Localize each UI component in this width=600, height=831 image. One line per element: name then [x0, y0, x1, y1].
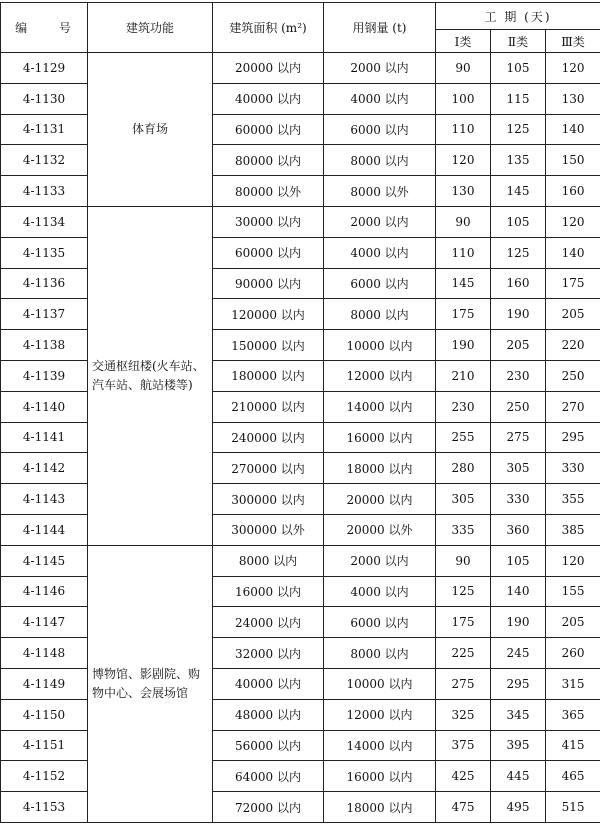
- row-number: 4-1140: [1, 391, 88, 422]
- period-class-2: 360: [491, 514, 546, 545]
- row-number: 4-1138: [1, 330, 88, 361]
- period-class-1: 145: [436, 268, 491, 299]
- steel-amount: 8000 以内: [324, 638, 436, 669]
- building-area: 40000 以内: [213, 83, 324, 114]
- building-area: 30000 以内: [213, 206, 324, 237]
- period-class-3: 315: [546, 668, 600, 699]
- period-class-1: 100: [436, 83, 491, 114]
- period-class-1: 90: [436, 545, 491, 576]
- header-class-2: Ⅱ类: [491, 30, 546, 53]
- building-area: 300000 以内: [213, 484, 324, 515]
- row-number: 4-1149: [1, 668, 88, 699]
- period-class-3: 365: [546, 699, 600, 730]
- steel-amount: 4000 以内: [324, 237, 436, 268]
- row-number: 4-1145: [1, 545, 88, 576]
- building-function: 博物馆、影剧院、购物中心、会展场馆: [88, 545, 213, 822]
- period-class-3: 175: [546, 268, 600, 299]
- row-number: 4-1131: [1, 114, 88, 145]
- building-area: 72000 以内: [213, 792, 324, 823]
- period-class-1: 110: [436, 237, 491, 268]
- steel-amount: 2000 以内: [324, 206, 436, 237]
- period-class-3: 220: [546, 330, 600, 361]
- building-area: 60000 以内: [213, 237, 324, 268]
- building-area: 300000 以外: [213, 514, 324, 545]
- steel-amount: 8000 以外: [324, 176, 436, 207]
- period-class-3: 355: [546, 484, 600, 515]
- period-class-3: 515: [546, 792, 600, 823]
- period-class-3: 120: [546, 206, 600, 237]
- header-area: 建筑面积 (m²): [213, 3, 324, 53]
- period-class-2: 345: [491, 699, 546, 730]
- period-class-3: 385: [546, 514, 600, 545]
- period-class-1: 175: [436, 299, 491, 330]
- row-number: 4-1151: [1, 730, 88, 761]
- period-class-2: 395: [491, 730, 546, 761]
- period-class-2: 105: [491, 53, 546, 84]
- row-number: 4-1137: [1, 299, 88, 330]
- row-number: 4-1147: [1, 607, 88, 638]
- row-number: 4-1144: [1, 514, 88, 545]
- period-class-2: 140: [491, 576, 546, 607]
- period-class-3: 140: [546, 114, 600, 145]
- building-area: 8000 以内: [213, 545, 324, 576]
- steel-amount: 12000 以内: [324, 360, 436, 391]
- steel-amount: 2000 以内: [324, 545, 436, 576]
- steel-amount: 18000 以内: [324, 792, 436, 823]
- period-class-1: 325: [436, 699, 491, 730]
- row-number: 4-1153: [1, 792, 88, 823]
- row-number: 4-1146: [1, 576, 88, 607]
- period-class-3: 120: [546, 545, 600, 576]
- period-class-2: 115: [491, 83, 546, 114]
- period-class-2: 275: [491, 422, 546, 453]
- building-area: 120000 以内: [213, 299, 324, 330]
- period-class-3: 150: [546, 145, 600, 176]
- period-class-2: 330: [491, 484, 546, 515]
- building-area: 32000 以内: [213, 638, 324, 669]
- period-class-2: 105: [491, 545, 546, 576]
- period-class-1: 90: [436, 206, 491, 237]
- period-class-3: 270: [546, 391, 600, 422]
- period-class-2: 190: [491, 299, 546, 330]
- building-area: 180000 以内: [213, 360, 324, 391]
- period-class-1: 210: [436, 360, 491, 391]
- row-number: 4-1135: [1, 237, 88, 268]
- row-number: 4-1150: [1, 699, 88, 730]
- period-class-2: 250: [491, 391, 546, 422]
- building-area: 60000 以内: [213, 114, 324, 145]
- steel-amount: 10000 以内: [324, 330, 436, 361]
- period-class-1: 130: [436, 176, 491, 207]
- period-class-3: 465: [546, 761, 600, 792]
- period-class-1: 275: [436, 668, 491, 699]
- building-area: 56000 以内: [213, 730, 324, 761]
- building-area: 20000 以内: [213, 53, 324, 84]
- building-area: 64000 以内: [213, 761, 324, 792]
- table-row: [1, 53, 600, 84]
- building-area: 48000 以内: [213, 699, 324, 730]
- building-area: 80000 以外: [213, 176, 324, 207]
- period-class-1: 335: [436, 514, 491, 545]
- period-class-2: 245: [491, 638, 546, 669]
- period-class-1: 90: [436, 53, 491, 84]
- building-area: 40000 以内: [213, 668, 324, 699]
- period-class-1: 375: [436, 730, 491, 761]
- period-class-2: 145: [491, 176, 546, 207]
- period-class-3: 205: [546, 607, 600, 638]
- row-number: 4-1142: [1, 453, 88, 484]
- period-class-2: 125: [491, 237, 546, 268]
- steel-amount: 8000 以内: [324, 299, 436, 330]
- period-class-3: 120: [546, 53, 600, 84]
- period-class-3: 415: [546, 730, 600, 761]
- table-row: [1, 206, 600, 237]
- row-number: 4-1134: [1, 206, 88, 237]
- period-class-2: 445: [491, 761, 546, 792]
- building-area: 16000 以内: [213, 576, 324, 607]
- period-class-2: 160: [491, 268, 546, 299]
- steel-amount: 4000 以内: [324, 83, 436, 114]
- period-class-1: 120: [436, 145, 491, 176]
- row-number: 4-1143: [1, 484, 88, 515]
- header-function: 建筑功能: [88, 3, 213, 53]
- period-class-1: 230: [436, 391, 491, 422]
- building-area: 270000 以内: [213, 453, 324, 484]
- period-class-1: 425: [436, 761, 491, 792]
- period-class-1: 225: [436, 638, 491, 669]
- period-class-2: 190: [491, 607, 546, 638]
- period-class-3: 130: [546, 83, 600, 114]
- steel-amount: 20000 以内: [324, 484, 436, 515]
- building-area: 210000 以内: [213, 391, 324, 422]
- table-row: [1, 545, 600, 576]
- row-number: 4-1132: [1, 145, 88, 176]
- period-class-1: 175: [436, 607, 491, 638]
- period-class-1: 110: [436, 114, 491, 145]
- steel-amount: 16000 以内: [324, 422, 436, 453]
- row-number: 4-1148: [1, 638, 88, 669]
- period-class-2: 105: [491, 206, 546, 237]
- row-number: 4-1139: [1, 360, 88, 391]
- building-area: 150000 以内: [213, 330, 324, 361]
- period-class-1: 255: [436, 422, 491, 453]
- steel-amount: 6000 以内: [324, 607, 436, 638]
- row-number: 4-1141: [1, 422, 88, 453]
- period-class-2: 305: [491, 453, 546, 484]
- period-class-2: 495: [491, 792, 546, 823]
- building-function: 体育场: [88, 53, 213, 207]
- steel-amount: 6000 以内: [324, 114, 436, 145]
- building-area: 90000 以内: [213, 268, 324, 299]
- row-number: 4-1129: [1, 53, 88, 84]
- period-class-2: 230: [491, 360, 546, 391]
- period-class-2: 125: [491, 114, 546, 145]
- steel-amount: 20000 以外: [324, 514, 436, 545]
- building-area: 240000 以内: [213, 422, 324, 453]
- header-no: 编 号: [1, 3, 88, 53]
- period-class-1: 280: [436, 453, 491, 484]
- steel-amount: 14000 以内: [324, 730, 436, 761]
- row-number: 4-1130: [1, 83, 88, 114]
- header-class-1: Ⅰ类: [436, 30, 491, 53]
- period-class-3: 260: [546, 638, 600, 669]
- period-class-2: 135: [491, 145, 546, 176]
- header-steel: 用钢量 (t): [324, 3, 436, 53]
- period-class-2: 205: [491, 330, 546, 361]
- building-area: 80000 以内: [213, 145, 324, 176]
- period-class-3: 205: [546, 299, 600, 330]
- steel-amount: 14000 以内: [324, 391, 436, 422]
- building-area: 24000 以内: [213, 607, 324, 638]
- steel-amount: 18000 以内: [324, 453, 436, 484]
- steel-amount: 8000 以内: [324, 145, 436, 176]
- period-class-3: 160: [546, 176, 600, 207]
- period-class-3: 330: [546, 453, 600, 484]
- table-header: [1, 3, 600, 53]
- period-class-3: 140: [546, 237, 600, 268]
- row-number: 4-1133: [1, 176, 88, 207]
- construction-period-table: [0, 2, 600, 823]
- header-period: 工 期 (天): [436, 3, 600, 30]
- row-number: 4-1136: [1, 268, 88, 299]
- period-class-1: 305: [436, 484, 491, 515]
- building-function: 交通枢纽楼(火车站、汽车站、航站楼等): [88, 206, 213, 545]
- header-class-3: Ⅲ类: [546, 30, 600, 53]
- steel-amount: 12000 以内: [324, 699, 436, 730]
- period-class-3: 250: [546, 360, 600, 391]
- period-class-3: 155: [546, 576, 600, 607]
- table-body: [1, 53, 600, 823]
- row-number: 4-1152: [1, 761, 88, 792]
- steel-amount: 16000 以内: [324, 761, 436, 792]
- period-class-1: 125: [436, 576, 491, 607]
- period-class-2: 295: [491, 668, 546, 699]
- steel-amount: 4000 以内: [324, 576, 436, 607]
- steel-amount: 6000 以内: [324, 268, 436, 299]
- period-class-1: 190: [436, 330, 491, 361]
- steel-amount: 2000 以内: [324, 53, 436, 84]
- period-class-1: 475: [436, 792, 491, 823]
- steel-amount: 10000 以内: [324, 668, 436, 699]
- period-class-3: 295: [546, 422, 600, 453]
